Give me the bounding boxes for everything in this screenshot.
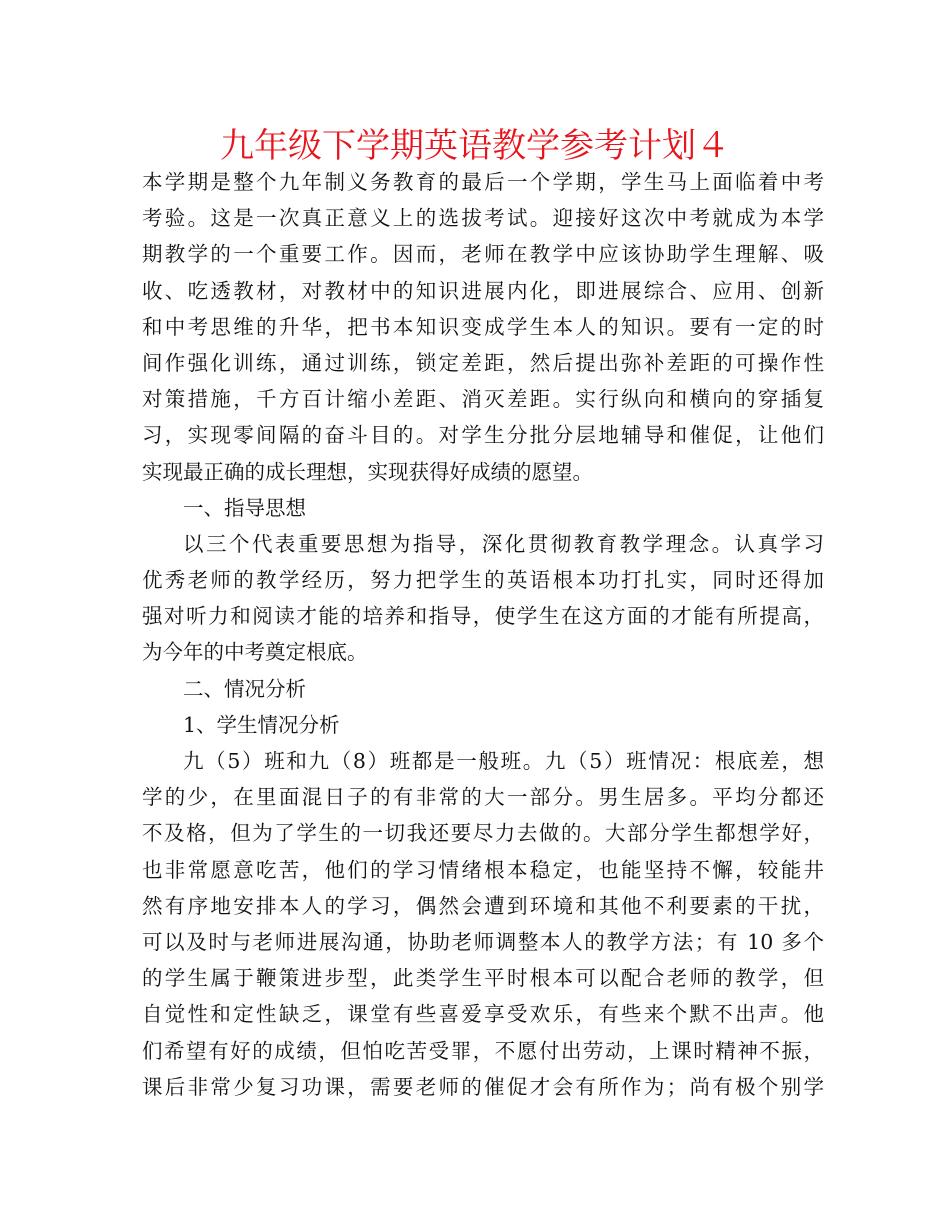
text-line: 实现最正确的成长理想，实现获得好成绩的愿望。 [142,459,593,484]
text-line: 可以及时与老师进展沟通，协助老师调整本人的教学方法；有 10 多个 [142,929,824,954]
text-line: 也非常愿意吃苦，他们的学习情绪根本稳定，也能坚持不懈，较能井 [142,857,824,882]
text-line: 间作强化训练，通过训练，锁定差距，然后提出弥补差距的可操作性 [142,350,824,375]
text-line: 和中考思维的升华，把书本知识变成学生本人的知识。要有一定的时 [142,314,824,339]
text-line: 强对听力和阅读才能的培养和指导，使学生在这方面的才能有所提高， [142,604,824,629]
text-line: 的学生属于鞭策进步型，此类学生平时根本可以配合老师的教学，但 [142,966,824,991]
text-line: 自觉性和定性缺乏，课堂有些喜爱享受欢乐，有些来个默不出声。他 [142,1002,824,1027]
text-line: 本学期是整个九年制义务教育的最后一个学期，学生马上面临着中考 [142,170,824,194]
text-line: 不及格，但为了学生的一切我还要尽力去做的。大部分学生都想学好， [142,821,824,846]
text-line: 考验。这是一次真正意义上的选拔考试。迎接好这次中考就成为本学 [142,206,824,231]
text-line: 课后非常少复习功课，需要老师的催促才会有所作为；尚有极个别学 [142,1074,824,1099]
text-line: 一、指导思想 [183,495,306,520]
text-line: 学的少，在里面混日子的有非常的大一部分。男生居多。平均分都还 [142,785,824,810]
text-line: 为今年的中考奠定根底。 [142,640,368,665]
text-line: 九（5）班和九（8）班都是一般班。九（5）班情况：根底差，想 [183,749,824,773]
text-line: 们希望有好的成绩，但怕吃苦受罪，不愿付出劳动，上课时精神不振， [142,1038,824,1063]
text-line: 期教学的一个重要工作。因而，老师在教学中应该协助学生理解、吸 [142,242,824,267]
text-line: 以三个代表重要思想为指导，深化贯彻教育教学理念。认真学习 [183,531,824,556]
text-line: 习，实现零间隔的奋斗目的。对学生分批分层地辅导和催促，让他们 [142,423,824,448]
document-body [142,164,824,1105]
text-line: 收、吃透教材，对教材中的知识进展内化，即进展综合、应用、创新 [142,278,824,303]
text-line: 对策措施，千方百计缩小差距、消灭差距。实行纵向和横向的穿插复 [142,387,824,412]
text-line: 二、情况分析 [183,676,306,701]
document-title: 九年级下学期英语教学参考计划４ [220,126,730,166]
text-line: 1、学生情况分析 [183,712,340,737]
text-line: 然有序地安排本人的学习，偶然会遭到环境和其他不利要素的干扰， [142,893,824,918]
text-line: 优秀老师的教学经历，努力把学生的英语根本功打扎实，同时还得加 [142,568,824,593]
